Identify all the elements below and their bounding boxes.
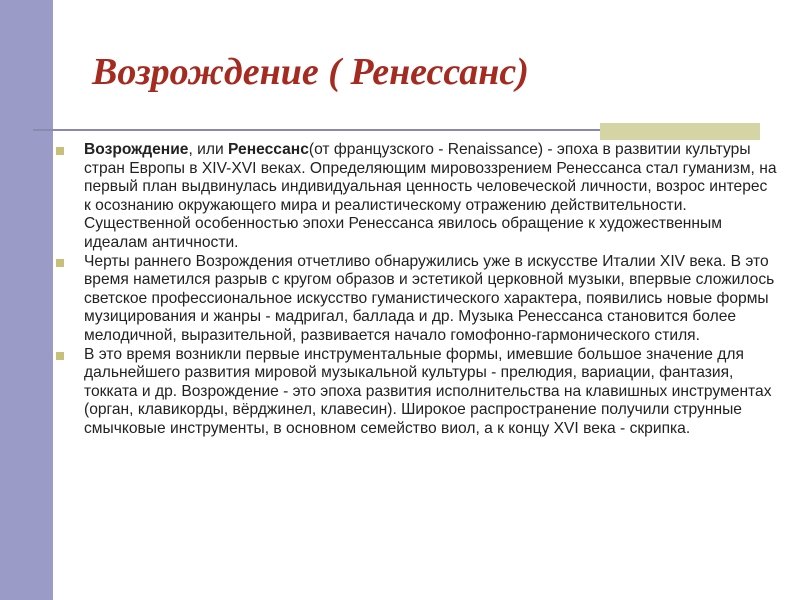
paragraph-definition [55, 141, 777, 253]
term-renessans: Ренессанс [228, 141, 309, 158]
paragraph-text: В это время возникли первые инструментальные формы, имевшие большое значение для дальнейшего развития мировой музыкальной культуры - прелюдия, вариации, фантазия, токката и др. Возрождение - это эпоха развития исполнительства на клавишных инструментах (орган, клавикорды, вёрджинел, клавесин). Широкое распространение получили струнные смычковые инструменты, в основном семейство виол, а к концу XVI века - скрипка. [84, 345, 772, 437]
decorative-bar [600, 123, 760, 140]
term-vozrozhdenie: Возрождение [84, 141, 189, 158]
square-bullet-icon [56, 259, 64, 267]
square-bullet-icon [56, 147, 64, 155]
left-decorative-band [0, 0, 53, 600]
paragraph-early-renaissance [55, 253, 777, 346]
paragraph-text: Черты раннего Возрождения отчетливо обнаружились уже в искусстве Италии XIV века. В это время наметился разрыв с кругом образов и эстетикой церковной музыки, впервые сложилось светское профессиональное искусство гуманистического характера, появились новые формы музицирования и жанры - мадригал, баллада и др. Музыка Ренессанса становится более мелодичной, выразительной, развивается начало гомофонно-гармонического стиля. [84, 252, 775, 344]
paragraph-instrumental-forms [55, 346, 777, 439]
square-bullet-icon [56, 352, 64, 360]
term-separator: , или [188, 141, 229, 158]
paragraph-text: (от французского - Renaissance) - эпоха в развитии культуры стран Европы в XIV-XVI веках. Определяющим мировоззрением Ренессанса стал гуманизм, на первый план выдвинулась индивидуальная ценность человеческой личности, возрос интерес к осознанию окружающего мира и реалистическому отражению действительности. Существенной особенностью эпохи Ренессанса явилось обращение к художественным идеалам античности. [84, 141, 777, 251]
slide-title: Возрождение ( Ренессанс) [92, 51, 529, 93]
slide-body [55, 141, 777, 439]
